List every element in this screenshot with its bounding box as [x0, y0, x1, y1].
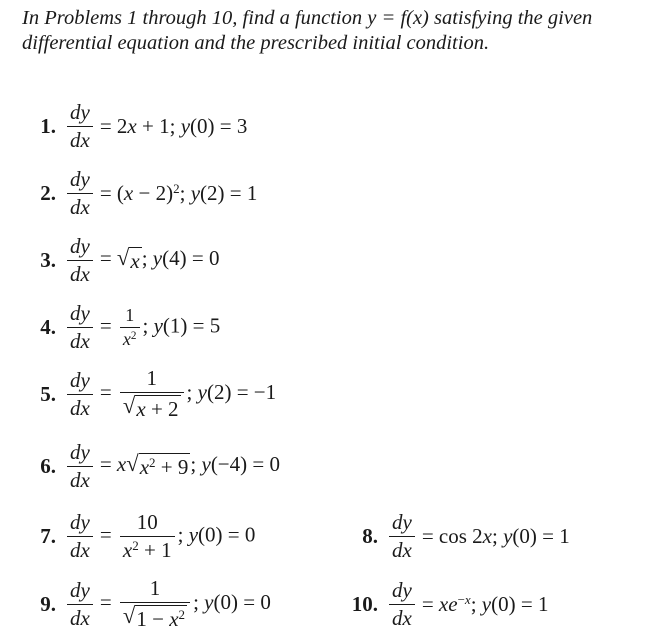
derivative-fraction: $\frac{dy}{dx}$	[67, 234, 93, 287]
derivative-fraction: $\frac{dy}{dx}$	[67, 440, 93, 493]
problem-number: 9.	[40, 591, 56, 616]
derivative-fraction: $\frac{dy}{dx}$	[67, 578, 93, 631]
problem-number: 2.	[40, 180, 56, 205]
problem-7	[26, 506, 255, 566]
problem-number: 6.	[40, 453, 56, 478]
equation-rhs: = x √ $x^2 + 9$ ; y(−4) = 0	[99, 451, 280, 479]
equation-rhs: = √ x ; y(4) = 0	[99, 245, 220, 273]
equation-rhs: = 1 √ $1 - x^2$ ; y(0) = 0	[99, 576, 271, 631]
equation-rhs: = 1 √ x + 2 ; y(2) = −1	[99, 366, 277, 421]
equation-rhs: = $\frac{1}{x^2}$ ; y(1) = 5	[99, 304, 221, 349]
equation-rhs: = 2x + 1; y(0) = 3	[99, 113, 248, 138]
problem-6	[26, 436, 280, 496]
problem-number: 10.	[351, 591, 378, 616]
problem-2	[26, 163, 257, 223]
problem-number: 8.	[362, 523, 378, 548]
problem-10	[338, 574, 548, 634]
derivative-fraction: $\frac{dy}{dx}$	[67, 510, 93, 563]
equation-rhs: = $(x - 2)^2$; y(2) = 1	[99, 180, 258, 205]
problem-number: 3.	[40, 247, 56, 272]
problem-8	[338, 506, 570, 566]
problem-number: 1.	[40, 113, 56, 138]
derivative-fraction: $\frac{dy}{dx}$	[67, 167, 93, 220]
problem-number: 7.	[40, 523, 56, 548]
derivative-fraction: $\frac{dy}{dx}$	[67, 100, 93, 153]
derivative-fraction: $\frac{dy}{dx}$	[67, 368, 93, 421]
problem-5	[26, 364, 276, 424]
problem-number: 5.	[40, 381, 56, 406]
equation-rhs: = $\frac{10}{x^2 + 1}$ ; y(0) = 0	[99, 509, 256, 562]
derivative-fraction: $\frac{dy}{dx}$	[67, 301, 93, 354]
problem-3	[26, 230, 219, 290]
derivative-fraction: $\frac{dy}{dx}$	[389, 578, 415, 631]
derivative-fraction: $\frac{dy}{dx}$	[389, 510, 415, 563]
equation-rhs: = $xe^{-x}$; y(0) = 1	[421, 591, 549, 616]
problem-9	[26, 574, 271, 634]
equation-rhs: = cos 2x; y(0) = 1	[421, 523, 570, 548]
problem-number: 4.	[40, 314, 56, 339]
instructions-text: In Problems 1 through 10, find a function y = f(x) satisfying the given differential equation and the prescribed initial condition.	[22, 7, 593, 54]
problem-1	[26, 96, 247, 156]
problem-4	[26, 297, 220, 357]
